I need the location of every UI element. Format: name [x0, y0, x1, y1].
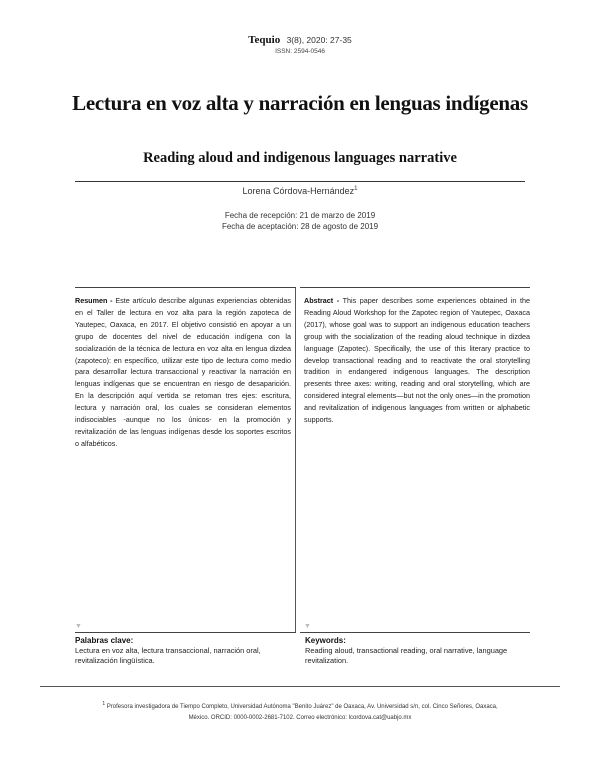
- keywords-es: [75, 636, 297, 666]
- keywords-es-label: Palabras clave:: [75, 636, 134, 645]
- journal-citation: 3(8), 2020: 27-35: [286, 35, 352, 45]
- author-name: Lorena Córdova-Hernández: [242, 186, 355, 196]
- journal-header: [0, 34, 600, 46]
- footnote: [60, 699, 540, 723]
- abstract-es-text: Este artículo describe algunas experiencias obtenidas en el Taller de lectura en voz alta para la región zapoteca de Yautepec, Oaxaca, en 2017. El objetivo consistió en apoyar a un grupo de docentes del nivel de educación indígena con la socialización de la técnica de lectura en voz alta en lengua dizdea (zapoteco): en específico, utilizar este tipo de lectura como medio para desarrollar lectura transaccional y reactivar la narración en lenguas indígenas que se encuentran en riesgo de desaparición. En la descripción aquí vertida se retoman tres ejes: escritura, lectura y narración oral, los cuales se consideran elementos indisociables -aunque no los únicos- en la promoción y revitalización de las lenguas indígenas desde los soportes escritos o alfabéticos.: [75, 296, 292, 448]
- keywords-en-text: Reading aloud, transactional reading, oral narrative, language revitalization.: [305, 646, 508, 665]
- triangle-marker-icon: ▼: [304, 623, 311, 630]
- abstract-en-label: Abstract -: [304, 296, 340, 305]
- footnote-text-1: Profesora investigadora de Tiempo Completo, Universidad Autónoma "Benito Juárez" de Oaxaca, Av. Universidad s/n, col. Cinco Señores, Oaxaca,: [106, 704, 498, 710]
- abstract-en-column: [300, 287, 530, 633]
- title-divider: [75, 181, 525, 182]
- accepted-date: Fecha de aceptación: 28 de agosto de 2019: [221, 221, 379, 231]
- abstract-es: [75, 295, 291, 450]
- received-date: Fecha de recepción: 21 de marzo de 2019: [224, 211, 376, 220]
- footnote-text-2: México. ORCID: 0000-0002-2681-7102. Correo electrónico: lcordova.cat@uabjo.mx: [188, 714, 412, 721]
- abstract-es-column: [75, 287, 296, 633]
- keywords-en-label: Keywords:: [305, 636, 346, 645]
- dates-block: [0, 211, 600, 232]
- footnote-mark: 1: [102, 701, 106, 707]
- author-line: [0, 186, 600, 196]
- article-subtitle: Reading aloud and indigenous languages narrative: [143, 150, 457, 166]
- abstract-en: [304, 295, 530, 426]
- issn: ISSN: 2594-0546: [275, 48, 325, 55]
- abstract-es-label: Resumen -: [75, 296, 113, 305]
- keywords-en: [305, 636, 527, 666]
- journal-name: Tequio: [248, 34, 281, 46]
- keywords-es-text: Lectura en voz alta, lectura transaccional, narración oral, revitalización lingüística.: [75, 646, 261, 665]
- footnote-divider: [40, 686, 560, 687]
- abstract-en-text: This paper describes some experiences obtained in the Reading Aloud Workshop for the Zapotec region of Yautepec, Oaxaca (2017), whose goal was to support an indigenous education teachers group with the socialization of the reading aloud technique in dizdea language (Zapotec). Specifically, the use of this literary practice to develop transactional reading and to reactivate the oral storytelling tradition in endangered indigenous languages. The description presents three axes: writing, reading and oral storytelling, which are considered integral elements—but not the only ones—in the promotion and revitalization of indigenous languages from written or alphabetic supports.: [304, 296, 530, 425]
- article-title: Lectura en voz alta y narración en lenguas indígenas: [72, 91, 528, 115]
- triangle-marker-icon: ▼: [75, 623, 82, 630]
- author-footnote-mark: 1: [354, 186, 358, 192]
- footnote-line-1: [60, 699, 540, 713]
